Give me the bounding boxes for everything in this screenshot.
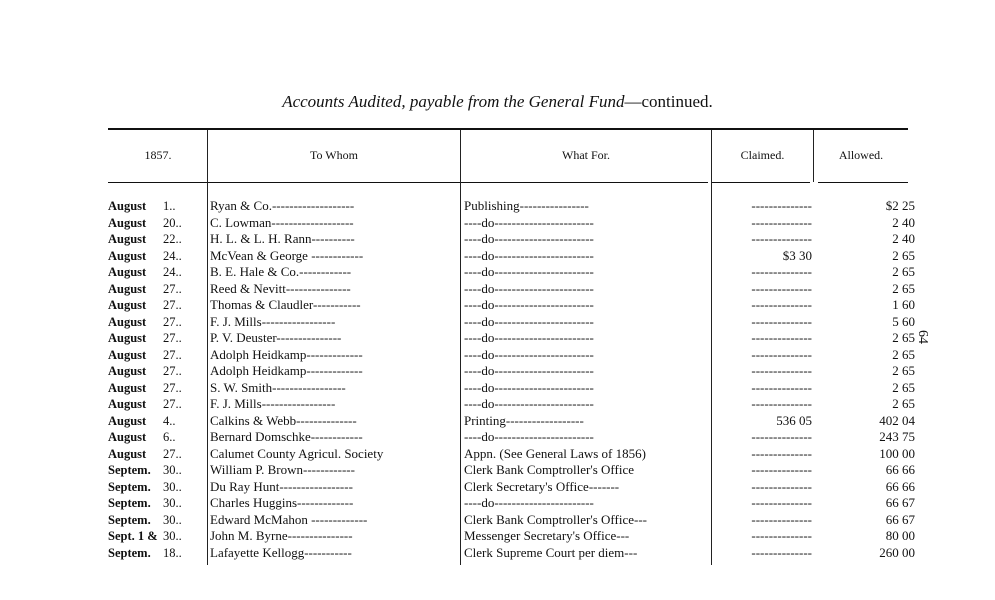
row-day: 27.. [163,331,182,345]
row-day: 27.. [163,298,182,312]
row-what-for: ----do----------------------- [464,396,594,411]
row-what-for: Clerk Secretary's Office------- [464,478,620,494]
row-allowed: 402 04 [879,412,915,428]
table-row [108,544,915,562]
row-to-whom: Reed & Nevitt--------------- [210,280,351,296]
row-to-whom: C. Lowman------------------- [210,214,354,230]
row-allowed: 243 75 [879,429,915,444]
row-to-whom: P. V. Deuster--------------- [210,330,342,345]
row-what-for: Messenger Secretary's Office--- [464,528,630,543]
header-rule-3 [712,182,810,183]
row-what-for: Publishing---------------- [464,198,589,213]
row-day: 20.. [163,215,182,230]
row-allowed: 2 65 [892,264,915,279]
row-month: Septem. [108,463,151,477]
header-rule-4 [818,182,908,183]
row-allowed: 2 65 [892,379,915,395]
row-claimed: -------------- [751,297,812,312]
table-row [108,445,915,463]
row-month: August [108,281,147,296]
row-what-for: Printing------------------ [464,412,584,428]
header-to-whom: To Whom [310,148,358,162]
row-claimed: -------------- [751,445,812,461]
table-row [108,412,915,430]
row-day: 27.. [163,397,182,411]
row-claimed: -------------- [751,379,812,395]
row-what-for: ----do----------------------- [464,330,594,345]
header-what-for: What For. [562,148,610,162]
row-to-whom: Edward McMahon ------------- [210,511,368,527]
row-to-whom: John M. Byrne--------------- [210,528,353,543]
row-month: August [108,413,147,428]
row-allowed: 2 65 [892,346,915,362]
row-month: August [108,364,147,378]
row-to-whom: B. E. Hale & Co.------------ [210,264,352,279]
row-what-for: ----do----------------------- [464,231,594,246]
row-day: 1.. [163,199,176,213]
table-row [108,379,915,397]
header-rule-2 [460,182,708,183]
row-allowed: 66 67 [885,495,915,510]
table-row [108,247,915,265]
row-what-for: ----do----------------------- [464,214,594,230]
row-month: Septem. [108,545,151,560]
table-row [108,462,915,479]
table-row [108,363,915,380]
page-title [0,92,995,112]
row-allowed: 2 65 [892,396,915,411]
row-allowed: 2 40 [892,231,915,246]
row-claimed: -------------- [751,528,812,543]
header-claimed: Claimed. [740,148,785,162]
row-to-whom: Du Ray Hunt----------------- [210,478,353,494]
header-allowed: Allowed. [838,148,884,162]
table-row [108,429,915,446]
table-row [108,495,915,512]
row-claimed: -------------- [751,396,812,411]
row-to-whom: William P. Brown------------ [210,462,355,477]
row-to-whom: F. J. Mills----------------- [210,313,336,329]
row-what-for: ----do----------------------- [464,264,594,279]
accounts-table-body [108,198,915,561]
row-month: August [108,314,147,329]
row-day: 27.. [163,314,182,329]
row-month: August [108,298,147,312]
row-claimed: -------------- [751,330,812,345]
row-claimed: -------------- [751,231,812,246]
row-month: Septem. [108,479,151,494]
row-claimed: -------------- [751,363,812,378]
row-claimed: -------------- [751,511,812,527]
row-month: Sept. 1 & [108,529,158,543]
row-what-for: Appn. (See General Laws of 1856) [464,445,646,461]
row-month: August [108,265,147,279]
row-to-whom: Calumet County Agricul. Society [210,445,384,461]
row-allowed: 260 00 [879,544,915,560]
row-day: 27.. [163,446,182,461]
row-month: August [108,331,147,345]
table-row [108,346,915,364]
row-claimed: -------------- [751,214,812,230]
row-day: 27.. [163,364,182,378]
row-day: 30.. [163,496,182,510]
row-what-for: ----do----------------------- [464,313,594,329]
row-to-whom: Thomas & Claudler----------- [210,297,361,312]
row-allowed: 2 65 [892,280,915,296]
row-to-whom: Calkins & Webb-------------- [210,412,357,428]
row-claimed: -------------- [751,346,812,362]
table-row [108,280,915,298]
row-day: 27.. [163,347,182,362]
table-row [108,528,915,545]
top-rule [108,128,908,130]
page-number: 64 [915,330,930,344]
row-to-whom: Charles Huggins------------- [210,495,354,510]
row-claimed: -------------- [751,462,812,477]
row-day: 18.. [163,545,182,560]
row-day: 30.. [163,529,182,543]
header-rule-1 [108,182,486,183]
row-month: August [108,446,147,461]
table-row [108,231,915,248]
row-to-whom: S. W. Smith----------------- [210,379,346,395]
row-allowed: 5 60 [892,313,915,329]
row-month: August [108,199,147,213]
row-what-for: ----do----------------------- [464,495,594,510]
row-what-for: ----do----------------------- [464,429,594,444]
row-what-for: ----do----------------------- [464,346,594,362]
row-allowed: 2 65 [892,330,915,345]
row-month: August [108,380,147,395]
row-day: 27.. [163,281,182,296]
row-claimed: -------------- [751,264,812,279]
table-row [108,396,915,413]
title-continued: —continued. [624,92,713,111]
row-allowed: 66 66 [885,462,915,477]
row-allowed: 2 65 [892,363,915,378]
row-to-whom: Adolph Heidkamp------------- [210,346,363,362]
row-day: 24.. [163,265,182,279]
row-what-for: Clerk Bank Comptroller's Office [464,462,634,477]
header-year: 1857. [144,148,172,162]
row-allowed: 80 00 [885,528,915,543]
row-month: August [108,430,147,444]
row-month: August [108,347,147,362]
row-claimed: 536 05 [776,412,812,428]
row-month: August [108,232,147,246]
row-allowed: 66 67 [885,511,915,527]
row-day: 6.. [163,430,176,444]
table-row [108,214,915,232]
row-claimed: -------------- [751,495,812,510]
row-claimed: -------------- [751,280,812,296]
row-day: 24.. [163,248,182,263]
table-row [108,198,915,215]
row-what-for: Clerk Bank Comptroller's Office--- [464,511,647,527]
row-allowed: 2 65 [892,247,915,263]
table-row [108,511,915,529]
row-what-for: ----do----------------------- [464,280,594,296]
row-month: Septem. [108,496,151,510]
row-month: August [108,215,147,230]
row-day: 30.. [163,463,182,477]
table-row [108,297,915,314]
row-claimed: $3 30 [782,247,812,263]
row-claimed: -------------- [751,544,812,560]
row-to-whom: Lafayette Kellogg----------- [210,544,352,560]
table-row [108,313,915,331]
row-allowed: 2 40 [892,214,915,230]
row-allowed: $2 25 [885,198,915,213]
row-what-for: ----do----------------------- [464,363,594,378]
row-day: 30.. [163,479,182,494]
table-row [108,264,915,281]
row-claimed: -------------- [751,478,812,494]
table-row [108,478,915,496]
row-day: 4.. [163,413,176,428]
row-claimed: -------------- [751,429,812,444]
row-what-for: ----do----------------------- [464,297,594,312]
row-to-whom: Adolph Heidkamp------------- [210,363,363,378]
row-month: August [108,248,147,263]
row-to-whom: Bernard Domschke------------ [210,429,363,444]
row-month: August [108,397,147,411]
row-to-whom: F. J. Mills----------------- [210,396,336,411]
row-to-whom: Ryan & Co.------------------- [210,198,355,213]
row-what-for: ----do----------------------- [464,379,594,395]
row-claimed: -------------- [751,313,812,329]
title-italic: Accounts Audited, payable from the General Fund [282,92,625,111]
row-day: 22.. [163,232,182,246]
row-to-whom: H. L. & L. H. Rann---------- [210,231,355,246]
row-what-for: Clerk Supreme Court per diem--- [464,544,638,560]
table-row [108,330,915,347]
row-to-whom: McVean & George ------------ [210,247,364,263]
row-claimed: -------------- [751,198,812,213]
row-day: 30.. [163,512,182,527]
row-what-for: ----do----------------------- [464,247,594,263]
row-day: 27.. [163,380,182,395]
row-allowed: 100 00 [879,445,915,461]
row-allowed: 1 60 [892,297,915,312]
row-month: Septem. [108,512,151,527]
row-allowed: 66 66 [885,478,915,494]
